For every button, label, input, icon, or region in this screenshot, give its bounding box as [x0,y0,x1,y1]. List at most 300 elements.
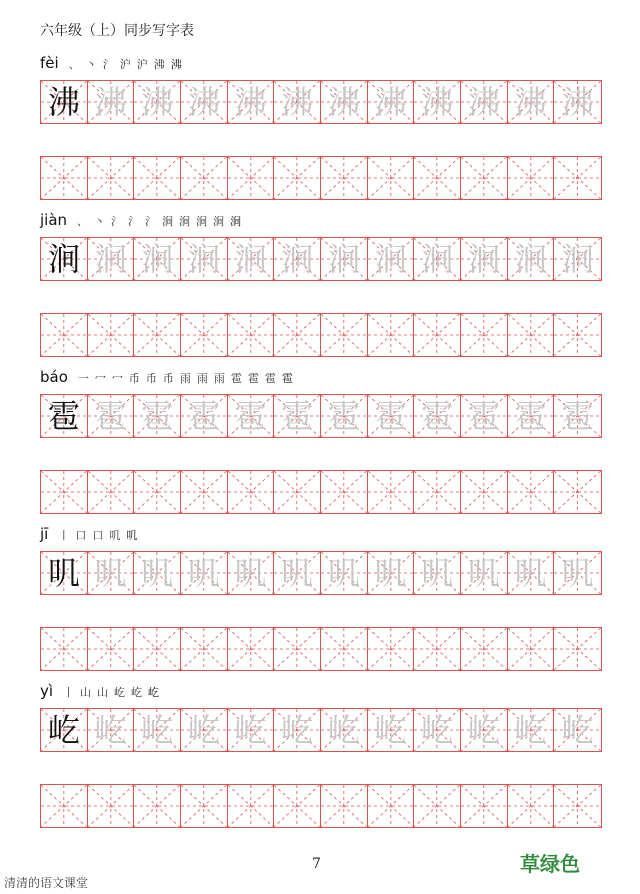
stroke-step: 山 [80,686,92,699]
grid-cell [41,709,88,751]
model-character: 屹 [47,711,80,749]
grid-cell[interactable] [228,314,275,356]
grid-cell[interactable] [134,785,181,827]
grid-cell[interactable] [508,81,555,123]
grid-cell[interactable] [274,471,321,513]
trace-character: 屹 [467,711,500,749]
stroke-step: 口 [92,529,104,542]
rice-grid-guide [228,628,274,670]
rice-grid-guide [321,157,367,199]
character-section [40,209,602,359]
grid-cell[interactable] [134,314,181,356]
tracing-row [40,237,602,281]
rice-grid-guide [508,314,554,356]
grid-cell[interactable] [88,157,135,199]
grid-cell[interactable] [554,157,601,199]
grid-cell[interactable] [554,238,601,280]
grid-cell[interactable] [181,552,228,594]
stroke-step: 涧 [213,215,225,228]
trace-character: 涧 [187,240,220,278]
rice-grid-guide [508,471,554,513]
trace-character: 雹 [281,397,314,435]
grid-cell[interactable] [368,709,415,751]
trace-character: 涧 [94,240,127,278]
trace-character: 叽 [94,554,127,592]
rice-grid-guide [274,157,320,199]
grid-cell[interactable] [181,157,228,199]
trace-character: 叽 [514,554,547,592]
trace-character: 涧 [514,240,547,278]
trace-character: 叽 [561,554,594,592]
rice-grid-guide [414,471,460,513]
trace-character: 涧 [327,240,360,278]
trace-character: 屹 [141,711,174,749]
stroke-step: 涧 [196,215,208,228]
rice-grid-guide [181,157,227,199]
rice-grid-guide [41,785,87,827]
grid-cell[interactable] [134,471,181,513]
rice-grid-guide [414,314,460,356]
grid-cell[interactable] [274,785,321,827]
grid-cell[interactable] [461,552,508,594]
trace-character: 叽 [374,554,407,592]
trace-character: 沸 [421,83,454,121]
grid-cell[interactable] [461,314,508,356]
grid-cell[interactable] [414,709,461,751]
grid-cell[interactable] [134,238,181,280]
grid-cell[interactable] [508,471,555,513]
stroke-step: 冖 [111,372,123,385]
model-character: 涧 [47,240,80,278]
grid-cell[interactable] [134,709,181,751]
rice-grid-guide [368,471,414,513]
grid-cell[interactable] [554,628,601,670]
stroke-step: 山 [97,686,109,699]
grid-cell[interactable] [461,785,508,827]
trace-character: 沸 [327,83,360,121]
character-section [40,366,602,516]
trace-character: 沸 [374,83,407,121]
trace-character: 沸 [94,83,127,121]
grid-cell[interactable] [274,709,321,751]
rice-grid-guide [414,785,460,827]
rice-grid-guide [554,157,601,199]
grid-cell[interactable] [554,709,601,751]
rice-grid-guide [461,785,507,827]
practice-row [40,784,602,828]
rice-grid-guide [508,785,554,827]
grid-cell[interactable] [554,395,601,437]
trace-character: 雹 [514,397,547,435]
grid-cell[interactable] [181,628,228,670]
trace-character: 雹 [327,397,360,435]
grid-cell[interactable] [368,157,415,199]
rice-grid-guide [88,785,134,827]
grid-cell[interactable] [181,785,228,827]
watermark: 清清的语文课堂 [4,876,89,890]
rice-grid-guide [321,314,367,356]
trace-character: 屹 [187,711,220,749]
stroke-step: 涧 [230,215,242,228]
trace-character: 叽 [421,554,454,592]
grid-cell[interactable] [414,395,461,437]
trace-character: 雹 [187,397,220,435]
trace-character: 屹 [281,711,314,749]
pinyin-stroke-line [40,52,602,72]
tracing-row [40,551,602,595]
grid-cell[interactable] [554,314,601,356]
rice-grid-guide [181,471,227,513]
grid-cell[interactable] [368,314,415,356]
stroke-step: 冖 [94,372,106,385]
rice-grid-guide [88,314,134,356]
grid-cell[interactable] [321,709,368,751]
trace-character: 涧 [374,240,407,278]
grid-cell[interactable] [228,395,275,437]
grid-cell[interactable] [134,628,181,670]
grid-cell[interactable] [88,552,135,594]
grid-cell[interactable] [321,552,368,594]
rice-grid-guide [368,314,414,356]
grid-cell[interactable] [508,157,555,199]
trace-character: 屹 [561,711,594,749]
grid-cell[interactable] [368,81,415,123]
grid-cell[interactable] [88,471,135,513]
rice-grid-guide [181,785,227,827]
grid-cell [41,552,88,594]
trace-character: 雹 [94,397,127,435]
grid-cell[interactable] [461,628,508,670]
model-character: 沸 [47,83,80,121]
pinyin-stroke-line [40,366,602,386]
grid-cell[interactable] [228,81,275,123]
stroke-step: 口 [75,529,87,542]
stroke-step: 雨 [196,372,208,385]
grid-cell[interactable] [134,395,181,437]
rice-grid-guide [134,471,180,513]
trace-character: 雹 [561,397,594,435]
trace-character: 涧 [421,240,454,278]
grid-cell [41,81,88,123]
grid-cell[interactable] [461,81,508,123]
rice-grid-guide [88,628,134,670]
grid-cell[interactable] [368,395,415,437]
practice-row [40,313,602,357]
trace-character: 雹 [374,397,407,435]
trace-character: 叽 [187,554,220,592]
grid-cell[interactable] [181,471,228,513]
pinyin-label: jiàn [40,211,68,229]
stroke-step: 雨 [213,372,225,385]
rice-grid-guide [368,628,414,670]
rice-grid-guide [274,785,320,827]
grid-cell[interactable] [508,238,555,280]
grid-cell[interactable] [88,238,135,280]
rice-grid-guide [554,314,601,356]
grid-cell[interactable] [414,785,461,827]
stroke-step: 丶 [85,58,97,71]
grid-cell[interactable] [321,314,368,356]
trace-character: 屹 [421,711,454,749]
stroke-step: 丨 [63,686,75,699]
grid-cell[interactable] [321,471,368,513]
model-character: 雹 [47,397,80,435]
grid-cell[interactable] [368,471,415,513]
rice-grid-guide [41,314,87,356]
grid-cell[interactable] [181,81,228,123]
grid-cell[interactable] [414,628,461,670]
character-section [40,523,602,673]
grid-cell[interactable] [88,628,135,670]
trace-character: 沸 [467,83,500,121]
trace-character: 沸 [234,83,267,121]
grid-cell[interactable] [321,785,368,827]
trace-character: 叽 [327,554,360,592]
grid-cell[interactable] [274,628,321,670]
grid-cell[interactable] [181,395,228,437]
trace-character: 沸 [141,83,174,121]
rice-grid-guide [414,628,460,670]
trace-character: 屹 [514,711,547,749]
trace-character: 沸 [561,83,594,121]
stroke-step: 币 [162,372,174,385]
stroke-step: 氵 [145,215,157,228]
rice-grid-guide [554,785,601,827]
trace-character: 屹 [327,711,360,749]
tracing-row [40,80,602,124]
stroke-step: 叽 [126,529,138,542]
grid-cell[interactable] [368,628,415,670]
rice-grid-guide [274,628,320,670]
grid-cell[interactable] [88,81,135,123]
trace-character: 叽 [141,554,174,592]
grid-cell[interactable] [228,238,275,280]
pinyin-label: yì [40,682,54,700]
grid-cell[interactable] [228,709,275,751]
rice-grid-guide [414,157,460,199]
stroke-step: 屹 [148,686,160,699]
grid-cell[interactable] [414,238,461,280]
grid-cell[interactable] [368,552,415,594]
trace-character: 沸 [514,83,547,121]
grid-cell[interactable] [461,157,508,199]
grid-cell[interactable] [274,314,321,356]
pinyin-stroke-line [40,680,602,700]
rice-grid-guide [41,471,87,513]
grid-cell[interactable] [414,471,461,513]
grid-cell[interactable] [554,471,601,513]
stroke-step: 沸 [153,58,165,71]
stroke-step: 涧 [179,215,191,228]
grid-cell[interactable] [41,157,88,199]
grid-cell[interactable] [414,81,461,123]
grid-cell[interactable] [134,81,181,123]
trace-character: 涧 [467,240,500,278]
stroke-step: 、 [68,58,80,71]
grid-cell[interactable] [228,471,275,513]
grid-cell [41,238,88,280]
rice-grid-guide [321,471,367,513]
grid-cell[interactable] [508,395,555,437]
grid-cell[interactable] [554,81,601,123]
trace-character: 屹 [234,711,267,749]
stroke-step: 氵 [102,58,114,71]
grid-cell[interactable] [88,709,135,751]
grid-cell[interactable] [461,238,508,280]
grid-cell[interactable] [274,157,321,199]
rice-grid-guide [41,157,87,199]
stroke-step: 沪 [119,58,131,71]
trace-character: 叽 [467,554,500,592]
grid-cell[interactable] [321,81,368,123]
grid-cell[interactable] [41,785,88,827]
grid-cell[interactable] [461,395,508,437]
grid-cell[interactable] [134,552,181,594]
stroke-step: 丨 [58,529,70,542]
stroke-step: 叽 [109,529,121,542]
pinyin-label: fèi [40,54,59,72]
rice-grid-guide [368,785,414,827]
grid-cell[interactable] [228,552,275,594]
grid-cell[interactable] [554,785,601,827]
rice-grid-guide [181,628,227,670]
tracing-row [40,394,602,438]
grid-cell[interactable] [88,785,135,827]
grid-cell[interactable] [321,395,368,437]
grid-cell[interactable] [414,157,461,199]
trace-character: 屹 [374,711,407,749]
grid-cell[interactable] [321,628,368,670]
grid-cell [41,395,88,437]
stroke-step: 雹 [281,372,293,385]
grid-cell[interactable] [461,709,508,751]
stroke-step: 氵 [111,215,123,228]
rice-grid-guide [228,157,274,199]
grid-cell[interactable] [41,628,88,670]
grid-cell[interactable] [134,157,181,199]
grid-cell[interactable] [88,395,135,437]
pinyin-label: báo [40,368,68,386]
stroke-step: 沸 [170,58,182,71]
grid-cell[interactable] [41,471,88,513]
character-section [40,52,602,202]
rice-grid-guide [554,628,601,670]
grid-cell[interactable] [181,314,228,356]
grid-cell[interactable] [508,628,555,670]
grid-cell[interactable] [508,785,555,827]
grid-cell[interactable] [181,709,228,751]
stroke-step: 雨 [179,372,191,385]
grid-cell[interactable] [228,785,275,827]
rice-grid-guide [228,785,274,827]
grid-cell[interactable] [414,314,461,356]
grid-cell[interactable] [368,238,415,280]
color-badge: 草绿色 [520,852,580,876]
rice-grid-guide [461,628,507,670]
grid-cell[interactable] [274,552,321,594]
trace-character: 雹 [467,397,500,435]
rice-grid-guide [134,314,180,356]
rice-grid-guide [274,471,320,513]
character-section [40,680,602,830]
model-character: 叽 [47,554,80,592]
grid-cell[interactable] [508,314,555,356]
grid-cell[interactable] [41,314,88,356]
rice-grid-guide [321,785,367,827]
grid-cell[interactable] [368,785,415,827]
trace-character: 叽 [281,554,314,592]
rice-grid-guide [368,157,414,199]
stroke-step: 一 [77,372,89,385]
grid-cell[interactable] [414,552,461,594]
page-number: 7 [312,856,321,872]
trace-character: 叽 [234,554,267,592]
rice-grid-guide [181,314,227,356]
trace-character: 屹 [94,711,127,749]
practice-row [40,156,602,200]
grid-cell[interactable] [508,709,555,751]
trace-character: 涧 [281,240,314,278]
rice-grid-guide [274,314,320,356]
rice-grid-guide [134,628,180,670]
stroke-step: 雹 [230,372,242,385]
practice-row [40,627,602,671]
rice-grid-guide [461,471,507,513]
grid-cell[interactable] [508,552,555,594]
grid-cell[interactable] [321,238,368,280]
grid-cell[interactable] [461,471,508,513]
pinyin-stroke-line [40,209,602,229]
grid-cell[interactable] [274,81,321,123]
stroke-step: 雹 [247,372,259,385]
stroke-step: 屹 [114,686,126,699]
rice-grid-guide [228,314,274,356]
stroke-step: 、 [77,215,89,228]
pinyin-stroke-line [40,523,602,543]
grid-cell[interactable] [228,628,275,670]
grid-cell[interactable] [274,238,321,280]
trace-character: 涧 [234,240,267,278]
pinyin-label: jī [40,525,49,543]
stroke-step: 丶 [94,215,106,228]
rice-grid-guide [461,157,507,199]
rice-grid-guide [508,628,554,670]
page-title: 六年级（上）同步写字表 [40,23,194,39]
rice-grid-guide [228,471,274,513]
stroke-step: 雹 [264,372,276,385]
trace-character: 雹 [141,397,174,435]
stroke-step: 氵 [128,215,140,228]
rice-grid-guide [461,314,507,356]
rice-grid-guide [88,471,134,513]
grid-cell[interactable] [181,238,228,280]
grid-cell[interactable] [554,552,601,594]
rice-grid-guide [41,628,87,670]
grid-cell[interactable] [88,314,135,356]
rice-grid-guide [134,157,180,199]
trace-character: 涧 [141,240,174,278]
rice-grid-guide [134,785,180,827]
rice-grid-guide [554,471,601,513]
grid-cell[interactable] [228,157,275,199]
tracing-row [40,708,602,752]
rice-grid-guide [88,157,134,199]
trace-character: 沸 [281,83,314,121]
grid-cell[interactable] [321,157,368,199]
stroke-step: 屹 [131,686,143,699]
grid-cell[interactable] [274,395,321,437]
trace-character: 涧 [561,240,594,278]
